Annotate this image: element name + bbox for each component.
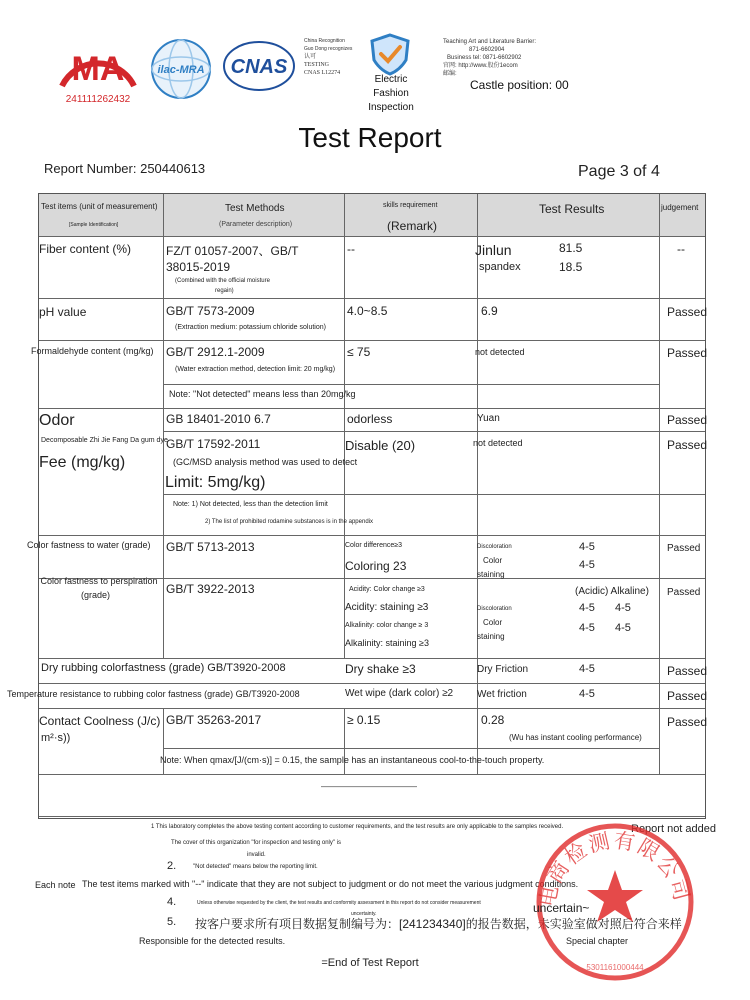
row-divider — [39, 408, 705, 409]
note-formaldehyde: Note: "Not detected" means less than 20mg/kg — [169, 389, 356, 399]
cert-line: CNAS L12274 — [304, 70, 341, 76]
judgement-odor: Passed — [667, 413, 708, 427]
item-ph: pH value — [39, 305, 87, 319]
seal-chars: 电商检测有限公司 — [535, 828, 695, 909]
result-cool: 0.28 — [481, 713, 505, 727]
row-divider — [39, 340, 705, 341]
req-persp-2: Acidity: staining ≥3 — [345, 602, 429, 613]
notes-label: Each note — [35, 880, 76, 890]
judgement-azo: Passed — [667, 438, 708, 452]
method-cool: GB/T 35263-2017 — [166, 713, 262, 727]
row-divider — [39, 683, 705, 684]
cert-line: China Recognition — [304, 38, 345, 44]
item-perspiration: Color fastness to perspiration — [40, 576, 158, 586]
col-divider — [344, 194, 345, 658]
res-water-1: Discoloration — [477, 544, 512, 550]
req-persp-3: Alkalinity: color change ≥ 3 — [345, 622, 429, 629]
method-odor: GB 18401-2010 6.7 — [166, 412, 271, 426]
header-results: Test Results — [539, 202, 605, 216]
note-azo-2: 2) The list of prohibited rodamine substances is in the appendix — [205, 519, 373, 525]
cma-logo — [52, 36, 144, 106]
item-odor: Odor — [39, 412, 75, 429]
contact-block — [443, 38, 603, 78]
method-fiber: FZ/T 01057-2007、GB/T — [166, 244, 299, 258]
fiber-value-1: 81.5 — [559, 241, 583, 255]
header-remark: (Remark) — [387, 219, 437, 233]
item-contact-coolness-2: m²·s)) — [41, 732, 71, 744]
contact-line: Teaching Art and Literature Barrier: — [443, 39, 537, 45]
req-cool: ≥ 0.15 — [347, 713, 381, 727]
method-perspiration: GB/T 3922-2013 — [166, 582, 255, 596]
inspection-name: Electric Fashion Inspection — [368, 74, 414, 113]
cert-line: 认可 — [304, 54, 317, 60]
note-2-num: 2. — [167, 860, 177, 872]
item-azo-sub: Decomposable Zhi Jie Fang Da gum dye — [41, 437, 168, 444]
result-ph: 6.9 — [481, 304, 498, 318]
method-fiber-note-2: regain) — [215, 288, 234, 294]
judgement-perspiration: Passed — [667, 587, 701, 598]
res-dry-rub: Dry Friction — [477, 664, 529, 675]
res-water-2: Color — [483, 556, 503, 565]
method-azo: GB/T 17592-2011 — [166, 437, 261, 451]
header-items-sub: [Sample Identification] — [69, 222, 119, 228]
page-indicator: Page 3 of 4 — [578, 163, 660, 180]
judgement-dry-rub: Passed — [667, 664, 708, 678]
row-divider — [39, 708, 705, 709]
cnas-logo — [222, 40, 296, 92]
special-chapter: Special chapter — [566, 936, 629, 946]
val-wet-rub: 4-5 — [579, 688, 595, 700]
requirement-odor: odorless — [347, 412, 393, 426]
note-2: "Not detected" means below the reporting limit. — [193, 864, 318, 870]
method-water: GB/T 5713-2013 — [166, 540, 255, 554]
result-azo: not detected — [473, 438, 523, 448]
req-wet-rub: Wet wipe (dark color) ≥2 — [345, 688, 454, 699]
fiber-name-1: Jinlun — [475, 242, 512, 258]
val-persp-b1: 4-5 — [615, 602, 631, 614]
judgement-ph: Passed — [667, 305, 708, 319]
result-odor: Yuan — [477, 413, 500, 424]
report-not-added: Report not added — [631, 823, 717, 835]
accreditation-block — [304, 37, 360, 77]
requirement-formaldehyde: ≤ 75 — [347, 345, 371, 359]
contact-line: Business tel: 0871-6602902 — [447, 55, 522, 61]
note-5-num: 5. — [167, 916, 177, 928]
method-ph-note: (Extraction medium: potassium chloride solution) — [175, 324, 326, 331]
col-divider — [163, 194, 164, 658]
method-fiber-2: 38015-2019 — [166, 260, 231, 274]
contact-line: 邮编: — [443, 71, 457, 77]
val-dry-rub: 4-5 — [579, 663, 595, 675]
fiber-name-2: spandex — [479, 261, 521, 273]
note-1c: invalid. — [247, 852, 266, 858]
cma-text: MA — [71, 50, 125, 88]
judgement-formaldehyde: Passed — [667, 346, 708, 360]
cnas-text: CNAS — [230, 56, 288, 78]
judgement-cool: Passed — [667, 715, 708, 729]
row-divider — [163, 494, 705, 495]
method-formaldehyde: GB/T 2912.1-2009 — [166, 345, 265, 359]
requirement-fiber: -- — [347, 242, 355, 256]
note-5b: Responsible for the detected results. — [139, 936, 286, 946]
item-wet-rubbing: Temperature resistance to rubbing color fastness (grade) GB/T3920-2008 — [7, 689, 300, 699]
item-fiber-content: Fiber content (%) — [39, 242, 132, 256]
row-divider — [39, 236, 705, 237]
res-water-3: staining — [477, 570, 505, 579]
note-5: 按客户要求所有项目数据复制编号为：[241234340]的报告数据，未实验室做对照后符合来样 — [195, 917, 682, 931]
note-cool: Note: When qmax/[J/(cm·s)] = 0.15, the sample has an instantaneous cool-to-the-touch property. — [160, 755, 545, 765]
note-1b: The cover of this organization "for inspection and testing only" is — [171, 840, 342, 846]
col-divider — [659, 194, 660, 774]
val-persp-a2: 4-5 — [579, 622, 595, 634]
req-water-2: Coloring 23 — [345, 559, 407, 573]
item-dry-rubbing: Dry rubbing colorfastness (grade) GB/T3920-2008 — [41, 662, 286, 674]
method-fiber-note: (Combined with the official moisture — [175, 278, 270, 284]
note-3: The test items marked with "--" indicate that they are not subject to judgment or do not meet the various judgment conditions. — [82, 879, 579, 889]
contact-line: 871-6602904 — [469, 47, 505, 53]
requirement-azo: Disable (20) — [345, 438, 416, 453]
res-persp-2: Color — [483, 618, 503, 627]
row-divider — [39, 298, 705, 299]
method-azo-note: (GC/MSD analysis method was used to detect — [173, 457, 358, 467]
method-formaldehyde-note: (Water extraction method, detection limit: 20 mg/kg) — [175, 366, 336, 373]
res-persp-3: staining — [477, 632, 505, 641]
val-persp-b2: 4-5 — [615, 622, 631, 634]
val-persp-a1: 4-5 — [579, 602, 595, 614]
star-icon — [587, 870, 643, 922]
report-title: Test Report — [298, 122, 442, 153]
cert-line: TESTING — [304, 62, 329, 68]
row-divider — [39, 535, 705, 536]
end-of-report: =End of Test Report — [321, 957, 419, 969]
row-divider — [163, 384, 659, 385]
row-divider — [163, 748, 659, 749]
res-wet-rub: Wet friction — [477, 689, 527, 700]
req-persp-1: Acidity: Color change ≥3 — [349, 586, 425, 593]
blank-row-line: ———————————— — [321, 782, 417, 791]
item-perspiration-2: (grade) — [81, 590, 111, 600]
judgement-fiber: -- — [677, 242, 685, 256]
item-water-fastness: Color fastness to water (grade) — [27, 540, 151, 550]
contact-line: 官网: http://www.股份1ecom — [443, 63, 518, 69]
uncertain-text: uncertain~ — [533, 901, 590, 915]
result-formaldehyde: not detected — [475, 347, 525, 357]
row-divider — [39, 658, 705, 659]
seal-code: 5301161000444 — [586, 963, 644, 972]
item-contact-coolness: Contact Coolness (J/c) — [39, 714, 161, 728]
note-4b: uncertainty. — [351, 911, 377, 917]
res-persp-1: Discoloration — [477, 606, 512, 612]
val-water-1: 4-5 — [579, 541, 595, 553]
row-divider — [39, 774, 705, 775]
note-4-num: 4. — [167, 896, 177, 908]
azo-limit: Limit: 5mg/kg) — [165, 474, 266, 491]
req-dry-rub: Dry shake ≥3 — [345, 662, 416, 676]
col-divider — [477, 194, 478, 774]
header-methods: Test Methods — [225, 203, 285, 214]
header-judgement: judgement — [661, 203, 699, 212]
header-requirement: skills requirement — [383, 202, 438, 209]
report-number: Report Number: 250440613 — [44, 161, 206, 176]
header-items: Test items (unit of measurement) — [41, 202, 158, 211]
row-divider — [163, 431, 705, 432]
fiber-value-2: 18.5 — [559, 260, 583, 274]
item-formaldehyde: Formaldehyde content (mg/kg) — [31, 346, 154, 356]
val-water-2: 4-5 — [579, 559, 595, 571]
result-cool-note: (Wu has instant cooling performance) — [509, 733, 642, 742]
method-ph: GB/T 7573-2009 — [166, 304, 255, 318]
note-1: 1 This laboratory completes the above testing content according to customer requirements, and the test results are only applicable to the samples received. — [151, 824, 564, 830]
castle-position: Castle position: 00 — [470, 78, 569, 92]
cert-line: Guo Dong recognizes — [304, 46, 353, 52]
judgement-wet-rub: Passed — [667, 689, 708, 703]
cma-number: 241111262432 — [65, 94, 131, 105]
req-water-1: Color difference≥3 — [345, 542, 403, 549]
requirement-ph: 4.0~8.5 — [347, 304, 388, 318]
note-4: Unless otherwise requested by the client, the test results and conformity assessment in this report do not consider measurement — [197, 900, 481, 906]
table-header-band — [39, 194, 705, 236]
req-persp-4: Alkalinity: staining ≥3 — [345, 638, 429, 648]
header-methods-sub: (Parameter description) — [219, 221, 293, 228]
judgement-water: Passed — [667, 543, 701, 554]
ilac-mra-logo — [150, 38, 212, 100]
ilac-text: ilac-MRA — [157, 64, 205, 76]
item-azo: Fee (mg/kg) — [39, 454, 126, 471]
note-azo-1: Note: 1) Not detected, less than the detection limit — [173, 501, 328, 508]
check-shield-icon — [366, 32, 414, 76]
res-persp-head: (Acidic) Alkaline) — [575, 586, 649, 597]
